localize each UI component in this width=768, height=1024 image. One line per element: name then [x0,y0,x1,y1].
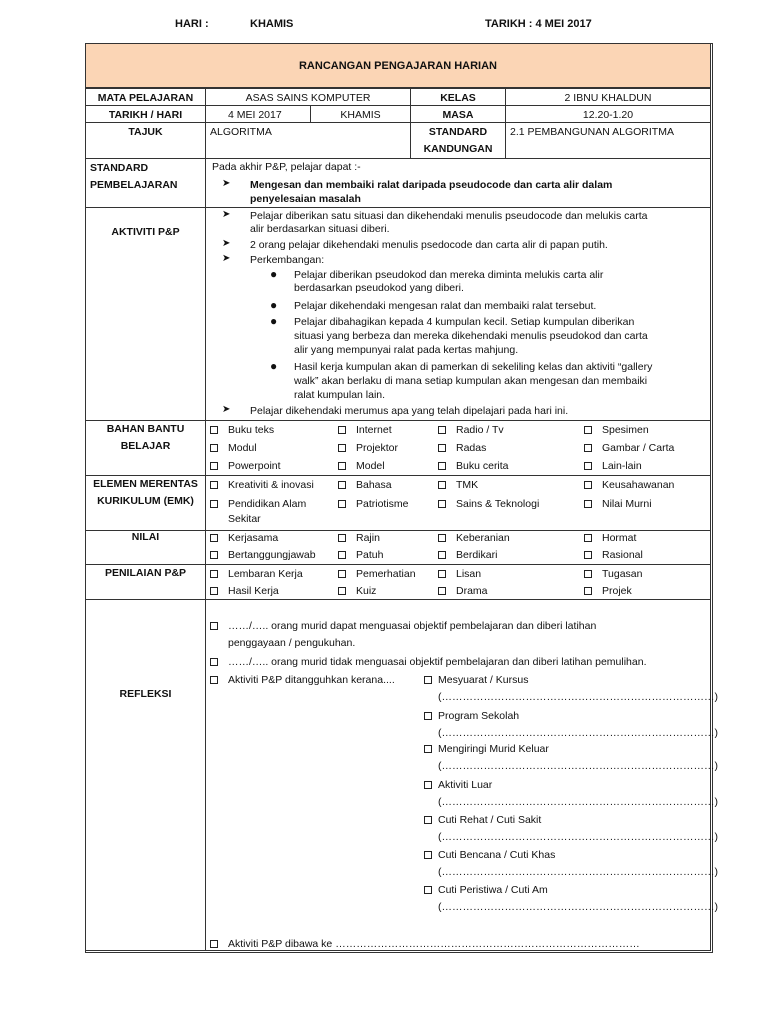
checkbox-refleksi-ditangguhkan[interactable] [210,676,218,684]
option-pendidikan-alam-line-2: Sekitar [228,513,261,525]
aktiviti-b2: Pelajar dikehendaki mengesan ralat dan membaiki ralat tersebut. [294,300,597,312]
checkbox-powerpoint[interactable] [210,462,218,470]
checkbox-projek[interactable] [584,587,592,595]
reason-mengiringi-murid: Mengiringi Murid Keluar [438,743,549,755]
option-pemerhatian: Pemerhatian [356,568,416,580]
checkbox-hasil-kerja[interactable] [210,587,218,595]
option-kreativiti: Kreativiti & inovasi [228,479,314,491]
checkbox-sains-teknologi[interactable] [438,500,446,508]
arrow-bullet-icon: ➤ [222,178,231,189]
reason-blank-line[interactable]: (……………………………………………………………………) [438,796,718,808]
checkbox-spesimen[interactable] [584,426,592,434]
option-spesimen: Spesimen [602,424,649,436]
aktiviti-label: AKTIVITI P&P [111,226,180,238]
option-pendidikan-alam: Pendidikan Alam [228,498,307,510]
aktiviti-b4-line-2: walk” akan berlaku di mana setiap kumpulan akan mengesan dan membaiki [294,375,648,387]
penilaian-label: PENILAIAN P&P [104,567,187,579]
tajuk-label: TAJUK [85,122,206,159]
refleksi-tidak-menguasai: ……/….. orang murid tidak menguasai objektif pembelajaran dan diberi latihan pemulihan. [228,656,647,668]
masa-value: 12.20-1.20 [505,105,711,123]
refleksi-menguasai-line-1: ……/….. orang murid dapat menguasai objektif pembelajaran dan diberi latihan [228,620,597,632]
refleksi-cell [205,599,711,951]
aktiviti-1-line-2: alir berdasarkan situasi diberi. [250,223,390,235]
checkbox-kreativiti[interactable] [210,481,218,489]
checkbox-buku-cerita[interactable] [438,462,446,470]
checkbox-tugasan[interactable] [584,570,592,578]
aktiviti-4: Pelajar dikehendaki merumus apa yang telah dipelajari pada hari ini. [250,405,569,417]
checkbox-cuti-peristiwa[interactable] [424,886,432,894]
checkbox-refleksi-menguasai[interactable] [210,622,218,630]
checkbox-lembaran-kerja[interactable] [210,570,218,578]
sk-label-line-1: STANDARD [428,126,488,138]
option-bahasa: Bahasa [356,479,392,491]
checkbox-radio-tv[interactable] [438,426,446,434]
option-bertanggungjawab: Bertanggungjawab [228,549,316,561]
tarikh-hari-label: TARIKH / HARI [85,105,206,123]
sp-item-line-2: penyelesaian masalah [250,193,361,205]
checkbox-nilai-murni[interactable] [584,500,592,508]
option-lembaran-kerja: Lembaran Kerja [228,568,303,580]
option-model: Model [356,460,385,472]
checkbox-cuti-rehat[interactable] [424,816,432,824]
option-hasil-kerja: Hasil Kerja [228,585,279,597]
checkbox-kuiz[interactable] [338,587,346,595]
nilai-label: NILAI [131,531,160,543]
dot-bullet-icon: ● [270,298,278,312]
reason-mesyuarat-kursus: Mesyuarat / Kursus [438,674,529,686]
checkbox-buku-teks[interactable] [210,426,218,434]
checkbox-modul[interactable] [210,444,218,452]
refleksi-ditangguhkan: Aktiviti P&P ditangguhkan kerana.... [228,674,395,686]
checkbox-model[interactable] [338,462,346,470]
checkbox-internet[interactable] [338,426,346,434]
reason-blank-line[interactable]: (……………………………………………………………………) [438,866,718,878]
option-keberanian: Keberanian [456,532,510,544]
option-projektor: Projektor [356,442,399,454]
option-hormat: Hormat [602,532,637,544]
aktiviti-b3-line-3: alir yang mempunyai ralat pada kertas mahjung. [294,344,519,356]
option-berdikari: Berdikari [456,549,498,561]
checkbox-lisan[interactable] [438,570,446,578]
emk-label-line-2: KURIKULUM (EMK) [97,495,194,507]
aktiviti-b4-line-3: ralat kumpulan lain. [294,389,386,401]
checkbox-mesyuarat-kursus[interactable] [424,676,432,684]
arrow-bullet-icon: ➤ [222,404,231,415]
checkbox-hormat[interactable] [584,534,592,542]
bahan-label-line-2: BELAJAR [120,440,171,452]
checkbox-gambar-carta[interactable] [584,444,592,452]
kelas-value: 2 IBNU KHALDUN [505,88,711,106]
checkbox-cuti-bencana[interactable] [424,851,432,859]
checkbox-aktiviti-luar[interactable] [424,781,432,789]
tajuk-value: ALGORITMA [205,122,411,159]
dot-bullet-icon: ● [270,359,278,373]
aktiviti-b3-line-2: situasi yang berbeza dan mereka dikehendaki menulis pseudokod dan carta [294,330,648,342]
option-internet: Internet [356,424,392,436]
checkbox-projektor[interactable] [338,444,346,452]
option-powerpoint: Powerpoint [228,460,281,472]
option-tmk: TMK [456,479,479,491]
mata-pelajaran-label: MATA PELAJARAN [85,88,206,106]
refleksi-menguasai-line-2: penggayaan / pengukuhan. [228,637,356,649]
dot-bullet-icon: ● [270,267,278,281]
mata-pelajaran-value: ASAS SAINS KOMPUTER [205,88,411,106]
option-kuiz: Kuiz [356,585,377,597]
option-keusahawanan: Keusahawanan [602,479,675,491]
refleksi-label: REFLEKSI [119,688,172,700]
checkbox-refleksi-tidak-menguasai[interactable] [210,658,218,666]
checkbox-radas[interactable] [438,444,446,452]
reason-cuti-peristiwa: Cuti Peristiwa / Cuti Am [438,884,548,896]
option-modul: Modul [228,442,257,454]
option-patuh: Patuh [356,549,384,561]
bahan-label-line-1: BAHAN BANTU [106,423,185,435]
checkbox-patuh[interactable] [338,551,346,559]
option-radas: Radas [456,442,487,454]
checkbox-pemerhatian[interactable] [338,570,346,578]
option-buku-teks: Buku teks [228,424,275,436]
aktiviti-1-line-1: Pelajar diberikan satu situasi dan dikehendaki menulis pseudocode dan melukis carta [250,210,648,222]
option-lisan: Lisan [456,568,482,580]
arrow-bullet-icon: ➤ [222,253,231,264]
checkbox-keberanian[interactable] [438,534,446,542]
aktiviti-b3-line-1: Pelajar dibahagikan kepada 4 kumpulan kecil. Setiap kumpulan diberikan [294,316,635,328]
standard-pembelajaran-label [85,158,206,208]
aktiviti-3: Perkembangan: [250,254,325,266]
reason-program-sekolah: Program Sekolah [438,710,520,722]
arrow-bullet-icon: ➤ [222,238,231,249]
sp-intro: Pada akhir P&P, pelajar dapat :- [212,161,361,173]
sp-item-line-1: Mengesan dan membaiki ralat daripada pseudocode dan carta alir dalam [250,179,613,191]
checkbox-patriotisme[interactable] [338,500,346,508]
sk-label-line-2: KANDUNGAN [423,143,493,155]
sp-label-line-1: STANDARD [90,162,149,174]
dot-bullet-icon: ● [270,314,278,328]
hari-cell-value: KHAMIS [310,105,411,123]
option-kerjasama: Kerjasama [228,532,279,544]
aktiviti-label-cell [85,207,206,421]
reason-blank-line[interactable]: (……………………………………………………………………) [438,901,718,913]
refleksi-label-cell [85,599,206,951]
aktiviti-2: 2 orang pelajar dikehendaki menulis psedocode dan carta alir di papan putih. [250,239,608,251]
option-tugasan: Tugasan [602,568,643,580]
option-projek: Projek [602,585,632,597]
checkbox-berdikari[interactable] [438,551,446,559]
option-gambar-carta: Gambar / Carta [602,442,675,454]
checkbox-keusahawanan[interactable] [584,481,592,489]
checkbox-lain-lain[interactable] [584,462,592,470]
tarikh-value: 4 MEI 2017 [205,105,311,123]
option-rasional: Rasional [602,549,643,561]
reason-cuti-rehat: Cuti Rehat / Cuti Sakit [438,814,542,826]
checkbox-tmk[interactable] [438,481,446,489]
option-nilai-murni: Nilai Murni [602,498,652,510]
page-title: RANCANGAN PENGAJARAN HARIAN [85,43,711,88]
checkbox-rasional[interactable] [584,551,592,559]
option-drama: Drama [456,585,488,597]
hari-label: HARI : [175,18,209,30]
checkbox-pendidikan-alam[interactable] [210,500,218,508]
checkbox-mengiringi-murid[interactable] [424,745,432,753]
reason-blank-line[interactable]: (……………………………………………………………………) [438,691,718,703]
checkbox-rajin[interactable] [338,534,346,542]
masa-label: MASA [410,105,506,123]
reason-aktiviti-luar: Aktiviti Luar [438,779,493,791]
option-rajin: Rajin [356,532,380,544]
aktiviti-b4-line-1: Hasil kerja kumpulan akan di pamerkan di sekeliling kelas dan aktiviti “gallery [294,361,653,373]
hari-value: KHAMIS [250,18,294,30]
option-buku-cerita: Buku cerita [456,460,509,472]
reason-blank-line[interactable]: (……………………………………………………………………) [438,760,718,772]
checkbox-kerjasama[interactable] [210,534,218,542]
checkbox-bahasa[interactable] [338,481,346,489]
standard-kandungan-label [410,122,506,159]
kelas-label: KELAS [410,88,506,106]
arrow-bullet-icon: ➤ [222,209,231,220]
option-lain-lain: Lain-lain [602,460,642,472]
option-patriotisme: Patriotisme [356,498,409,510]
reason-cuti-bencana: Cuti Bencana / Cuti Khas [438,849,556,861]
option-radio-tv: Radio / Tv [456,424,504,436]
reason-blank-line[interactable]: (……………………………………………………………………) [438,831,718,843]
checkbox-dibawa-ke[interactable] [210,940,218,948]
refleksi-dibawa-ke[interactable]: Aktiviti P&P dibawa ke …………………………………………………………………………… [228,938,640,950]
standard-kandungan-value: 2.1 PEMBANGUNAN ALGORITMA [505,122,711,159]
emk-label-line-1: ELEMEN MERENTAS [93,478,198,490]
option-sains-teknologi: Sains & Teknologi [456,498,540,510]
reason-blank-line[interactable]: (……………………………………………………………………) [438,727,718,739]
checkbox-bertanggungjawab[interactable] [210,551,218,559]
aktiviti-b1-line-1: Pelajar diberikan pseudokod dan mereka diminta melukis carta alir [294,269,604,281]
sp-label-line-2: PEMBELAJARAN [90,179,178,191]
checkbox-drama[interactable] [438,587,446,595]
tarikh-top: TARIKH : 4 MEI 2017 [485,18,592,30]
aktiviti-b1-line-2: berdasarkan pseudokod yang diberi. [294,282,464,294]
checkbox-program-sekolah[interactable] [424,712,432,720]
